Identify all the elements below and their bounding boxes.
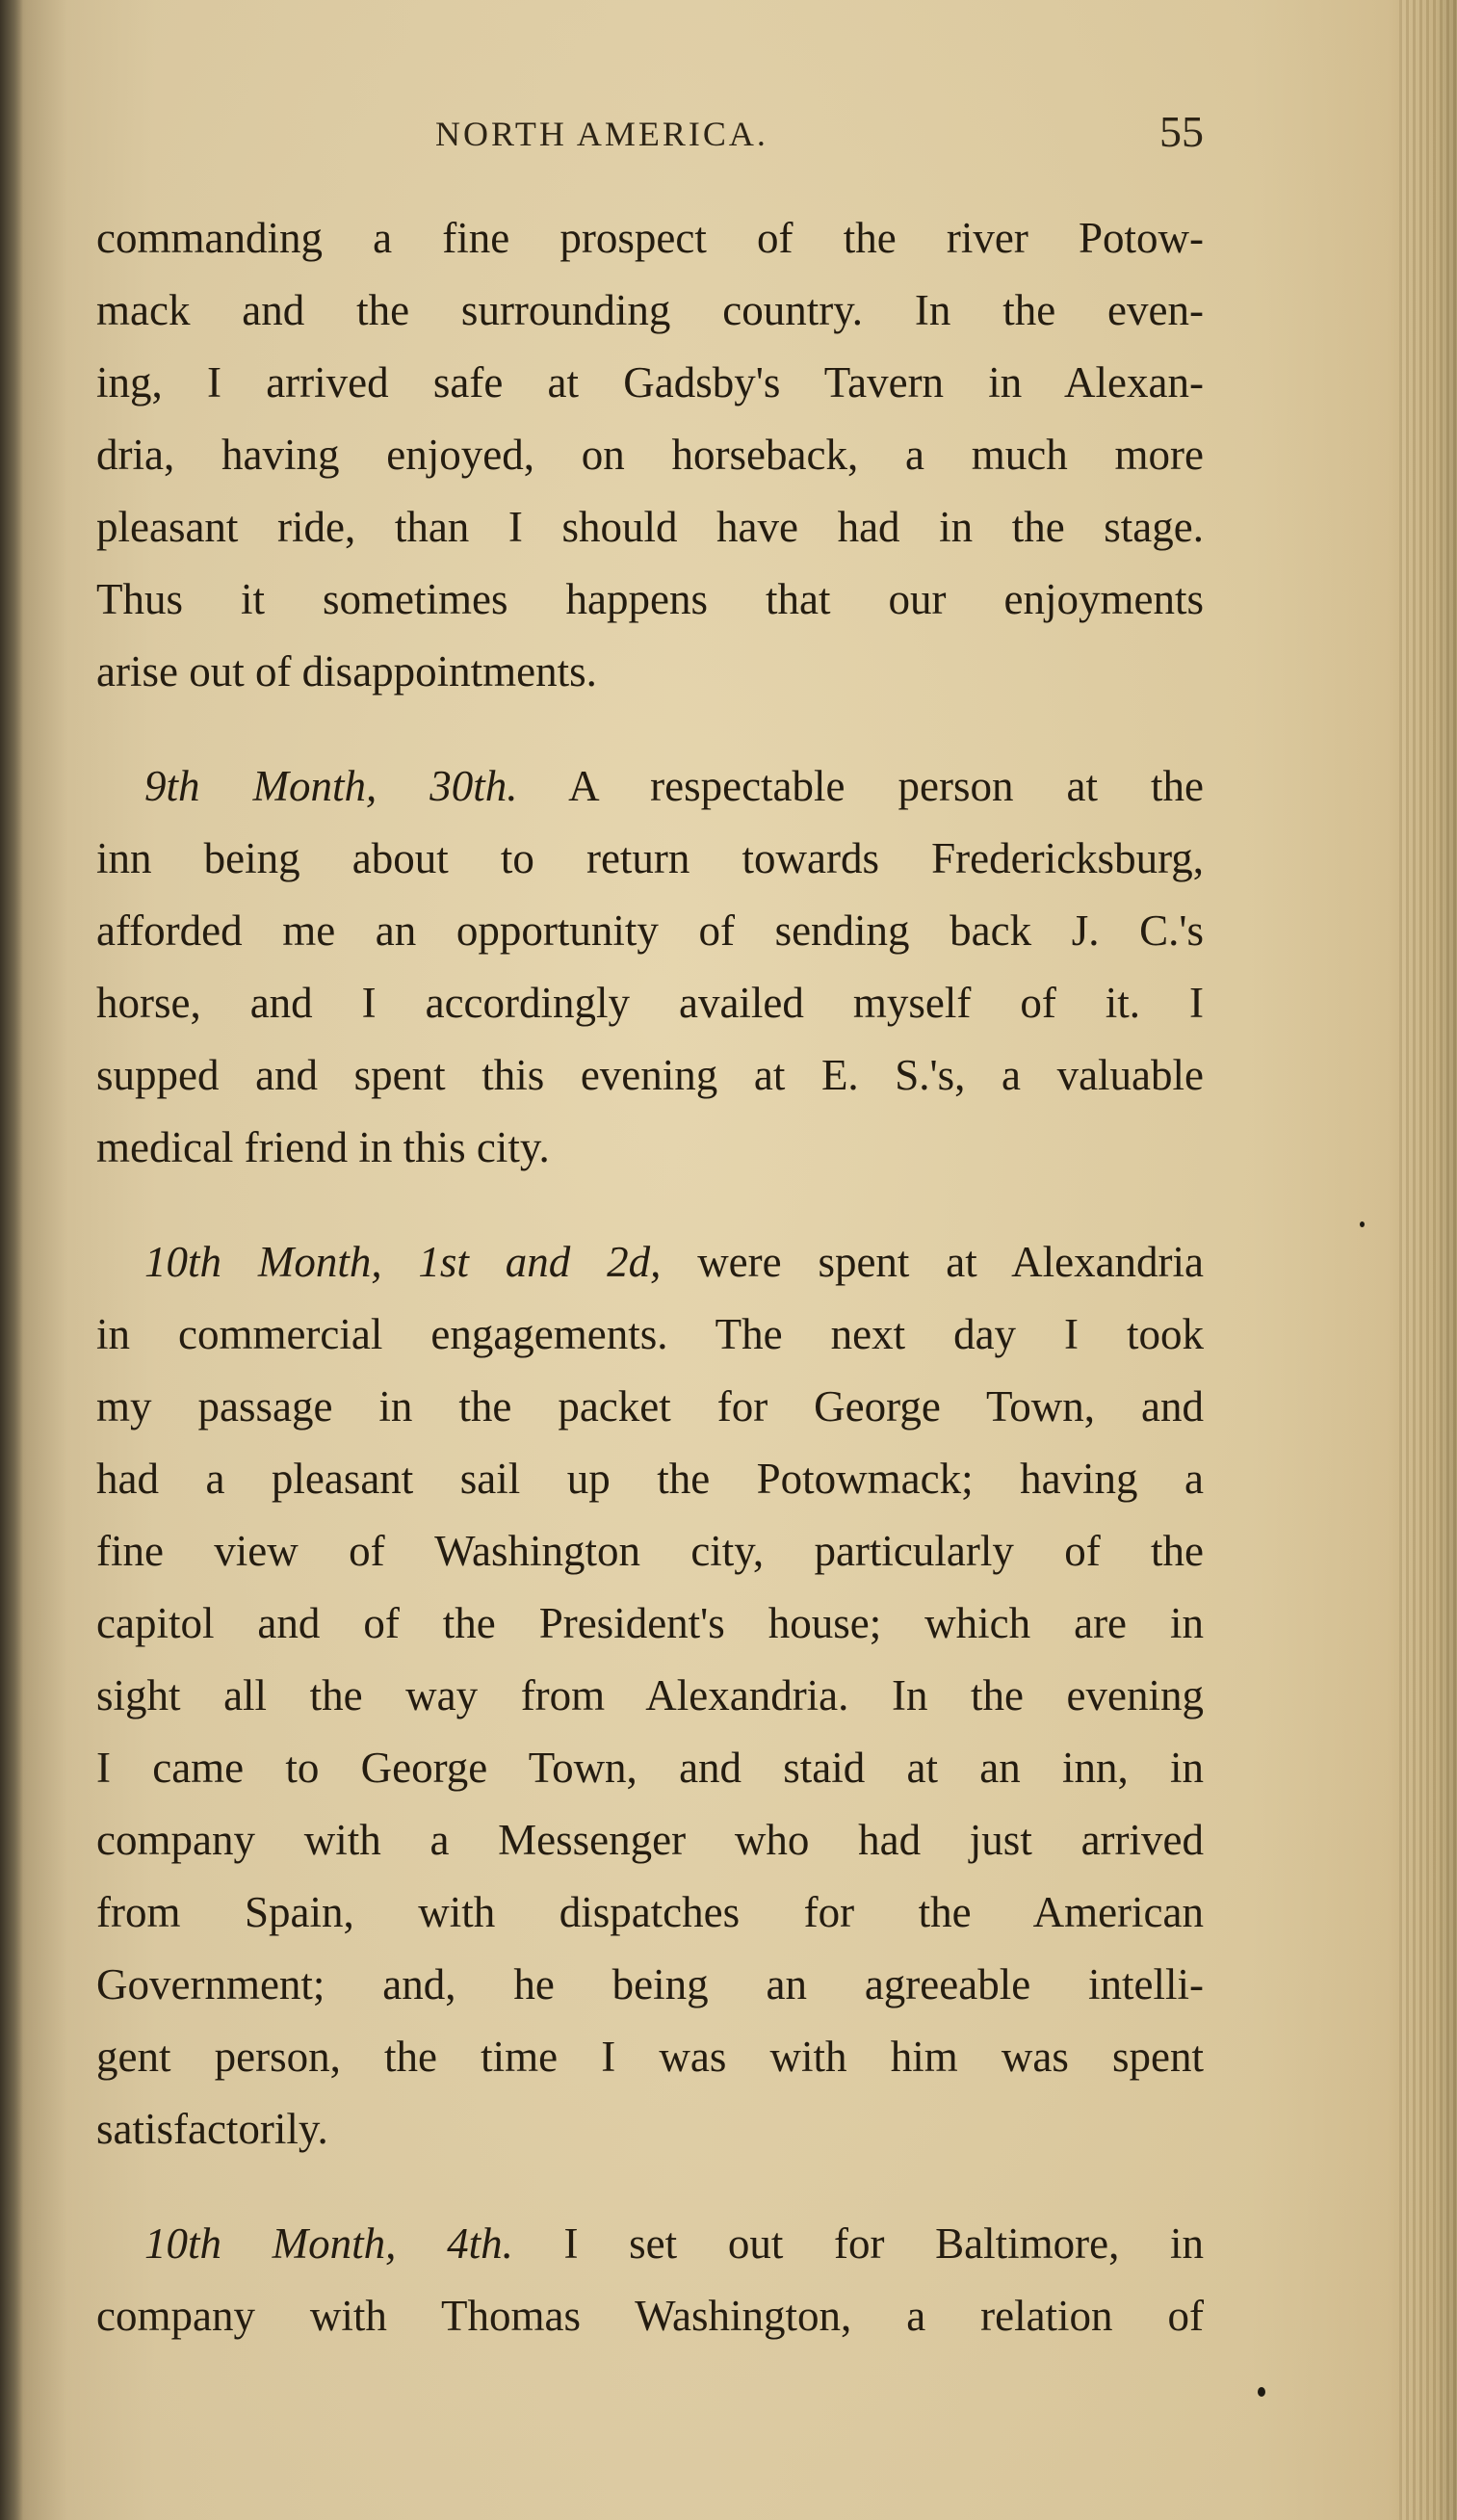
text-line: supped and spent this evening at E. S.'s, a valuable xyxy=(96,1051,1204,1099)
paragraph-4 xyxy=(96,2208,1204,2352)
text-line: Thus it sometimes happens that our enjoyments xyxy=(96,575,1204,623)
page-header xyxy=(96,107,1204,171)
entry-date: 10th Month, 1st and 2d, xyxy=(144,1238,662,1286)
text-line: my passage in the packet for George Town, and xyxy=(96,1382,1204,1431)
text-line: medical friend in this city. xyxy=(96,1123,550,1171)
text-line xyxy=(96,2208,1204,2280)
entry-text: were spent at Alexandria xyxy=(697,1238,1205,1286)
text-line: from Spain, with dispatches for the American xyxy=(96,1888,1204,1936)
text-line: in commercial engagements. The next day I took xyxy=(96,1310,1204,1358)
text-line: pleasant ride, than I should have had in the stage. xyxy=(96,503,1204,551)
text-line: inn being about to return towards Fredericksburg, xyxy=(96,834,1204,882)
ink-speck xyxy=(1360,1221,1365,1227)
paragraph-3 xyxy=(96,1226,1204,2166)
text-line: satisfactorily. xyxy=(96,2105,328,2153)
running-head: NORTH AMERICA. xyxy=(435,115,768,153)
text-line: I came to George Town, and staid at an inn, in xyxy=(96,1744,1204,1792)
text-line: afforded me an opportunity of sending back J. C.'s xyxy=(96,906,1204,955)
entry-date: 10th Month, 4th. xyxy=(144,2219,513,2268)
text-line: sight all the way from Alexandria. In the evening xyxy=(96,1671,1204,1719)
text-line: had a pleasant sail up the Potowmack; having a xyxy=(96,1455,1204,1503)
text-line: mack and the surrounding country. In the even- xyxy=(96,286,1204,334)
paragraph-1 xyxy=(96,202,1204,708)
text-line: dria, having enjoyed, on horseback, a much more xyxy=(96,431,1204,479)
body-text xyxy=(96,202,1204,2395)
text-line: Government; and, he being an agreeable intelli- xyxy=(96,1960,1204,2008)
text-line: arise out of disappointments. xyxy=(96,647,597,696)
text-line: capitol and of the President's house; which are in xyxy=(96,1599,1204,1647)
text-line: company with Thomas Washington, a relation of xyxy=(96,2292,1204,2340)
text-line: ing, I arrived safe at Gadsby's Tavern in Alexan- xyxy=(96,358,1204,407)
text-line xyxy=(96,1226,1204,1299)
entry-date: 9th Month, 30th. xyxy=(144,762,518,810)
text-line: horse, and I accordingly availed myself of it. I xyxy=(96,979,1204,1027)
entry-text: I set out for Baltimore, in xyxy=(563,2219,1205,2268)
text-line: gent person, the time I was with him was spent xyxy=(96,2033,1204,2081)
text-line: company with a Messenger who had just arrived xyxy=(96,1816,1204,1864)
page-number: 55 xyxy=(1159,107,1204,156)
text-line: fine view of Washington city, particularly of the xyxy=(96,1527,1204,1575)
entry-text: A respectable person at the xyxy=(568,762,1204,810)
text-line: commanding a fine prospect of the river Potow- xyxy=(96,214,1204,262)
paragraph-2 xyxy=(96,750,1204,1184)
ink-speck xyxy=(1258,2387,1265,2397)
text-line xyxy=(96,750,1204,823)
